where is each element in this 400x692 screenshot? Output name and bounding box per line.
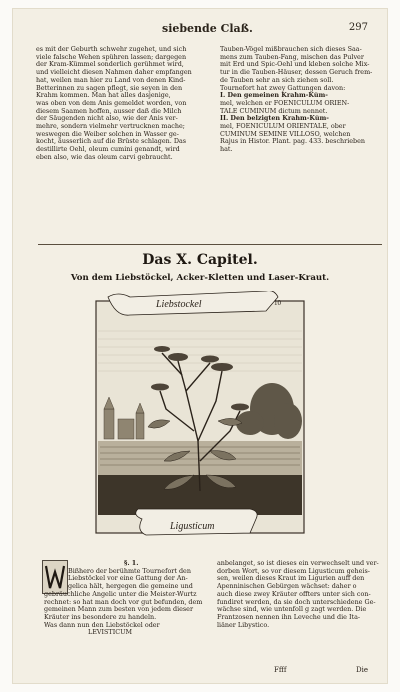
text-line: rechnet: so hat man doch vor gut befunden, dem (44, 598, 203, 606)
running-header (12, 22, 388, 38)
text-line: dorben Wort, so vor diesem Ligusticum geheis- (217, 567, 370, 575)
text-line: wächse sind, wie untenfoll g zagt werden. Die (217, 606, 367, 614)
text-line: kocht, äusserlich auf die Brüste schlagen. Das (36, 138, 187, 146)
text-line: gemeinen Mann zum besten von jedem dieser (44, 606, 194, 614)
text-line: liäner Libystico. (217, 621, 270, 629)
book-page (12, 8, 388, 684)
text-line: viele falsche Wehen spühren lassen; dargegen (36, 53, 187, 61)
text-line: II. Den belzigten Krahm-Küm- (220, 115, 329, 123)
chapter-subtitle: Von dem Liebstöckel, Acker-Kletten und Laser-Kraut. (70, 273, 330, 283)
text-line: Bißhero der berühmte Tournefort den (68, 567, 191, 575)
text-line: Frantzosen nennen ihn Leveche und die Ita- (217, 613, 361, 621)
text-line: mens zum Tauben-Fang, mischen das Pulver (220, 53, 364, 61)
right-column-text (220, 46, 385, 154)
text-line: diesem Saamen hoffen, ausser daß die Milch (36, 107, 182, 115)
text-line: destillirte Oehl, oleum cumini genandt, wird (36, 146, 180, 154)
text-line: Tauben-Vögel mißbrauchen sich dieses Saa- (220, 46, 362, 53)
text-line: hat. (220, 146, 233, 154)
text-line: mel, welchen er FOENICULUM ORIEN- (220, 99, 350, 107)
bottom-right-column (217, 560, 385, 629)
text-line: de Tauben sehr an sich ziehen soll. (220, 76, 334, 84)
text-line: Was dann nun den Liebstöckel oder (44, 621, 160, 629)
text-line: mehre, sondern vielmehr vertrucknen mache; (36, 123, 185, 131)
text-line: Liebstöckel vor eine Gattung der An- (68, 575, 188, 583)
bottom-left-column (44, 560, 212, 637)
text-line: gelica hält, hergegen die gemeine und (68, 583, 193, 591)
text-line: I. Den gemeinen Krahm-Küm- (220, 92, 328, 100)
text-line: der Säugenden nicht also, wie der Anis ver- (36, 115, 178, 123)
text-line: CUMINUM SEMINE VILLOSO, welchen (220, 130, 351, 138)
page-number: 297 (348, 22, 368, 33)
text-line: TALE CUMINUM dictum nennet. (220, 107, 328, 115)
text-line: eben also, wie das oleum carvi gebraucht. (36, 153, 173, 161)
text-line: es mit der Geburth schwehr zugehet, und sich (36, 46, 187, 53)
text-line: was oben von dem Anis gemeldet worden, von (36, 99, 187, 107)
text-line: auch diese zwey Kräuter offters unter sich con- (217, 590, 371, 598)
text-line: Kräuter ins besondere zu handeln. (44, 613, 157, 621)
text-line: Rajus in Histor. Plant. pag. 433. beschrieben (220, 138, 366, 146)
text-line: fundiret werden, da sie doch unterschiedene Ge- (217, 598, 376, 606)
left-column-text (36, 46, 216, 162)
chapter-title: Das X. Capitel. (142, 252, 258, 268)
text-line: gebräuchliche Angelic unter die Meister-Wurtz (44, 590, 197, 598)
text-line: Apenninischen Gebürgen wächset: daher o (217, 583, 357, 591)
botanical-engraving (90, 291, 310, 553)
header-title: siebende Claß. (162, 22, 253, 35)
text-line: anbelanget, so ist dieses ein verwechselt und ver- (217, 560, 379, 567)
text-line: Tournefort hat zwey Gattungen davon: (220, 84, 346, 92)
text-line: weswegen die Weiber solchen in Wasser ge- (36, 130, 179, 138)
catchword: Die (356, 666, 368, 674)
section-mark: §. 1. (124, 560, 139, 567)
plate-number: 10 (274, 299, 281, 307)
text-line: mit Erd und Spic-Oehl und kleben solche Mix- (220, 61, 370, 69)
plate-bottom-label: Ligusticum (170, 521, 215, 532)
engraving-svg (90, 291, 310, 553)
text-line: mel, FOENICULUM ORIENTALE, ober (220, 123, 346, 131)
section-divider (38, 244, 382, 245)
text-line: sen, weilen dieses Kraut im Ligurien auff den (217, 575, 365, 583)
plate-top-label: Liebstockel (156, 299, 202, 310)
text-line: tur in die Tauben-Häuser, dessen Geruch frem- (220, 69, 373, 77)
text-line: LEVISTICUM (88, 629, 133, 637)
signature-mark: Ffff (274, 666, 287, 674)
text-line: hat, weilen man hier zu Land von denen Kind- (36, 76, 186, 84)
text-line: Krahm kommen. Man hat alles dasjenige, (36, 92, 171, 100)
text-line: Betterinnen zu sagen pflegt, sie seyen in den (36, 84, 183, 92)
text-line: der Kram-Kümmel sonderlich gerühmet wird, (36, 61, 184, 69)
text-line: und vielleicht diesen Nahmen daher empfangen (36, 69, 192, 77)
